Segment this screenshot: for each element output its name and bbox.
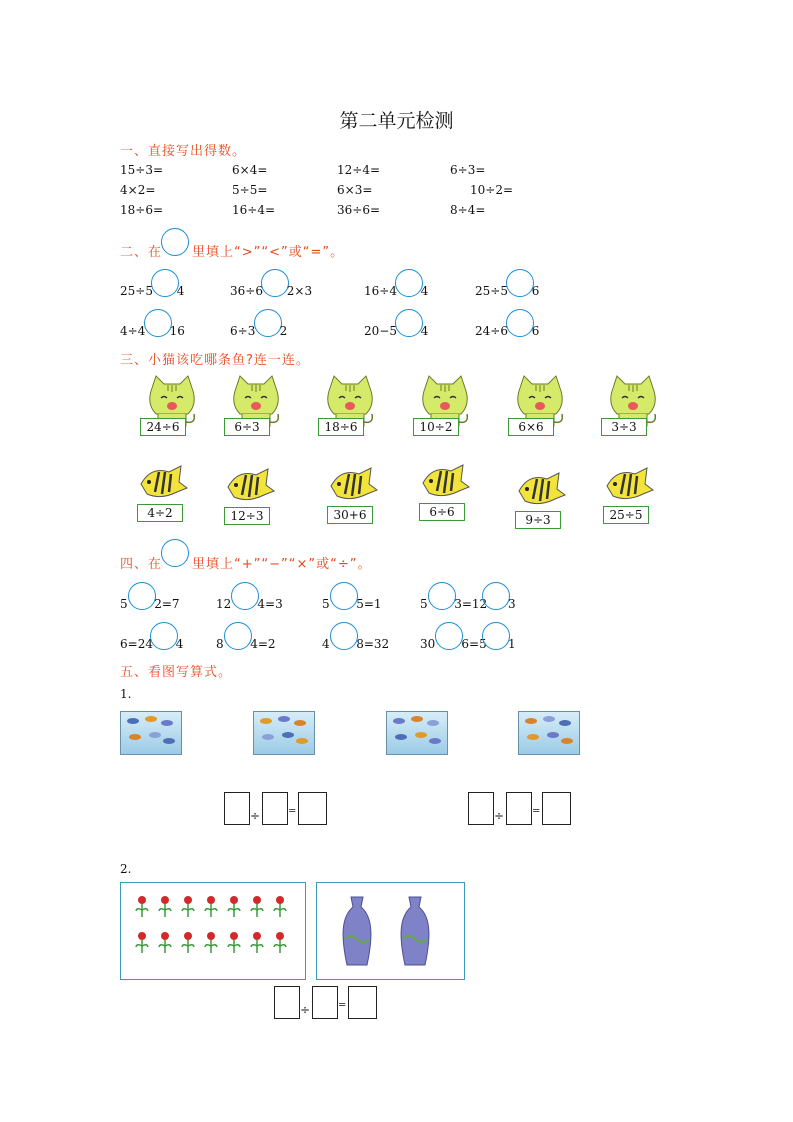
fish-icon	[559, 720, 571, 726]
flower-icon	[273, 895, 287, 919]
fish-icon	[161, 720, 173, 726]
fish-icon	[262, 734, 274, 740]
answer-box[interactable]	[274, 986, 300, 1019]
operand: 5	[322, 597, 330, 611]
cat-card[interactable]: 6×6	[508, 418, 554, 436]
section5-heading: 五、看图写算式。	[120, 665, 233, 680]
equation: 4×2=	[120, 183, 156, 197]
flower-icon	[273, 931, 287, 955]
answer-circle[interactable]	[150, 622, 178, 650]
divide-sign: ÷	[300, 1003, 311, 1017]
answer-box[interactable]	[224, 792, 250, 825]
operand: 3	[508, 597, 516, 611]
answer-circle[interactable]	[231, 582, 259, 610]
fish-icon	[527, 734, 539, 740]
equation: 16÷4=	[232, 203, 276, 217]
fish-icon	[149, 732, 161, 738]
operand: 5=1	[356, 597, 382, 611]
flower-icon	[135, 931, 149, 955]
divide-sign: ÷	[250, 809, 261, 823]
comparison-right: 6	[531, 324, 540, 338]
fish-card[interactable]: 9÷3	[515, 511, 561, 529]
answer-circle[interactable]	[254, 309, 282, 337]
example-circle-icon	[161, 539, 189, 567]
fish-icon	[411, 716, 423, 722]
flower-icon	[135, 895, 149, 919]
answer-circle[interactable]	[395, 309, 423, 337]
section4-heading-pre: 四、在	[120, 557, 163, 572]
answer-circle[interactable]	[151, 269, 179, 297]
flower-icon	[227, 895, 241, 919]
comparison-right: 16	[169, 324, 185, 338]
fish-icon	[294, 720, 306, 726]
answer-circle[interactable]	[144, 309, 172, 337]
answer-box[interactable]	[262, 792, 288, 825]
fish-icon	[427, 720, 439, 726]
equation: 6×4=	[232, 163, 268, 177]
answer-box[interactable]	[542, 792, 571, 825]
answer-box[interactable]	[348, 986, 377, 1019]
fish-icon	[547, 732, 559, 738]
answer-circle[interactable]	[482, 622, 510, 650]
fish-icon	[129, 734, 141, 740]
comparison-left: 4÷4	[120, 324, 146, 338]
answer-box[interactable]	[468, 792, 494, 825]
equals-sign: =	[338, 1000, 347, 1011]
comparison-left: 16÷4	[364, 284, 397, 298]
answer-circle[interactable]	[435, 622, 463, 650]
fish-icon	[415, 732, 427, 738]
fish-icon	[278, 716, 290, 722]
fish-icon	[525, 718, 537, 724]
operand: 12	[216, 597, 232, 611]
question2-label: 2.	[120, 862, 132, 876]
cat-card[interactable]: 18÷6	[318, 418, 364, 436]
fish-tank-picture	[518, 711, 580, 755]
fish-card[interactable]: 25÷5	[603, 506, 649, 524]
fish-card[interactable]: 6÷6	[419, 503, 465, 521]
equation: 5÷5=	[232, 183, 268, 197]
equation: 10÷2=	[470, 183, 514, 197]
equals-sign: =	[532, 806, 541, 817]
operand: 30	[420, 637, 436, 651]
comparison-left: 20−5	[364, 324, 397, 338]
flower-icon	[204, 895, 218, 919]
answer-circle[interactable]	[128, 582, 156, 610]
equation: 6÷3=	[450, 163, 486, 177]
fish-tank-picture	[120, 711, 182, 755]
fish-icon	[145, 716, 157, 722]
cat-card[interactable]: 3÷3	[601, 418, 647, 436]
flower-icon	[158, 895, 172, 919]
answer-circle[interactable]	[506, 269, 534, 297]
flower-icon	[227, 931, 241, 955]
operand: 4	[322, 637, 330, 651]
comparison-right: 4	[420, 324, 429, 338]
fish-icon	[327, 464, 381, 504]
cat-card[interactable]: 6÷3	[224, 418, 270, 436]
flowers-picture	[120, 882, 306, 980]
answer-circle[interactable]	[330, 582, 358, 610]
answer-box[interactable]	[506, 792, 532, 825]
equation: 8÷4=	[450, 203, 486, 217]
fish-icon	[515, 469, 569, 509]
fish-icon	[395, 734, 407, 740]
section2-heading-pre: 二、在	[120, 245, 163, 260]
operand: 8	[216, 637, 224, 651]
operand: 3=12	[454, 597, 488, 611]
equals-sign: =	[288, 806, 297, 817]
operand: 8=32	[356, 637, 390, 651]
example-circle-icon	[161, 228, 189, 256]
fish-icon	[296, 738, 308, 744]
fish-tank-picture	[386, 711, 448, 755]
fish-icon	[603, 464, 657, 504]
operand: 5	[420, 597, 428, 611]
answer-circle[interactable]	[482, 582, 510, 610]
vases-icon	[317, 883, 464, 979]
answer-circle[interactable]	[395, 269, 423, 297]
fish-icon	[137, 462, 191, 502]
fish-card[interactable]: 30+6	[327, 506, 373, 524]
section4-heading-post: 里填上“+”“−”“×”或“÷”。	[192, 557, 372, 572]
operand: 6=5	[461, 637, 487, 651]
comparison-left: 25÷5	[120, 284, 153, 298]
operand: 5	[120, 597, 128, 611]
vases-picture	[316, 882, 465, 980]
fish-icon	[224, 465, 278, 505]
fish-icon	[561, 738, 573, 744]
answer-box[interactable]	[312, 986, 338, 1019]
operand: 6=24	[120, 637, 153, 651]
comparison-right: 2×3	[286, 284, 313, 298]
comparison-left: 6÷3	[230, 324, 256, 338]
flower-icon	[181, 931, 195, 955]
comparison-left: 36÷6	[230, 284, 263, 298]
fish-tank-picture	[253, 711, 315, 755]
comparison-right: 6	[531, 284, 540, 298]
answer-circle[interactable]	[428, 582, 456, 610]
equation: 12÷4=	[337, 163, 381, 177]
fish-icon	[282, 732, 294, 738]
answer-circle[interactable]	[261, 269, 289, 297]
comparison-left: 25÷5	[475, 284, 508, 298]
comparison-right: 4	[176, 284, 185, 298]
section3-heading: 三、小猫该吃哪条鱼?连一连。	[120, 353, 310, 368]
fish-icon	[163, 738, 175, 744]
comparison-right: 4	[420, 284, 429, 298]
equation: 6×3=	[337, 183, 373, 197]
fish-icon	[419, 461, 473, 501]
operand: 4=3	[257, 597, 283, 611]
fish-icon	[127, 718, 139, 724]
fish-icon	[543, 716, 555, 722]
comparison-left: 24÷6	[475, 324, 508, 338]
flower-icon	[158, 931, 172, 955]
page-title: 第二单元检测	[339, 110, 454, 132]
operand: 1	[508, 637, 516, 651]
fish-icon	[393, 718, 405, 724]
fish-card[interactable]: 12÷3	[224, 507, 270, 525]
cat-card[interactable]: 24÷6	[140, 418, 186, 436]
operand: 2=7	[154, 597, 180, 611]
fish-icon	[260, 718, 272, 724]
equation: 15÷3=	[120, 163, 164, 177]
equation: 36÷6=	[337, 203, 381, 217]
flower-icon	[250, 931, 264, 955]
fish-icon	[429, 738, 441, 744]
flower-icon	[204, 931, 218, 955]
operand: 4	[175, 637, 184, 651]
fish-card[interactable]: 4÷2	[137, 504, 183, 522]
divide-sign: ÷	[494, 809, 505, 823]
section2-heading	[120, 241, 344, 260]
answer-circle[interactable]	[330, 622, 358, 650]
cat-card[interactable]: 10÷2	[413, 418, 459, 436]
equation: 18÷6=	[120, 203, 164, 217]
flower-icon	[250, 895, 264, 919]
answer-circle[interactable]	[506, 309, 534, 337]
question1-label: 1.	[120, 687, 132, 701]
flower-icon	[181, 895, 195, 919]
answer-circle[interactable]	[224, 622, 252, 650]
answer-box[interactable]	[298, 792, 327, 825]
section1-heading: 一、直接写出得数。	[120, 144, 247, 159]
section2-heading-post: 里填上“>”“<”或“=”。	[192, 245, 345, 260]
comparison-right: 2	[279, 324, 288, 338]
operand: 4=2	[250, 637, 276, 651]
section4-heading	[120, 553, 371, 572]
